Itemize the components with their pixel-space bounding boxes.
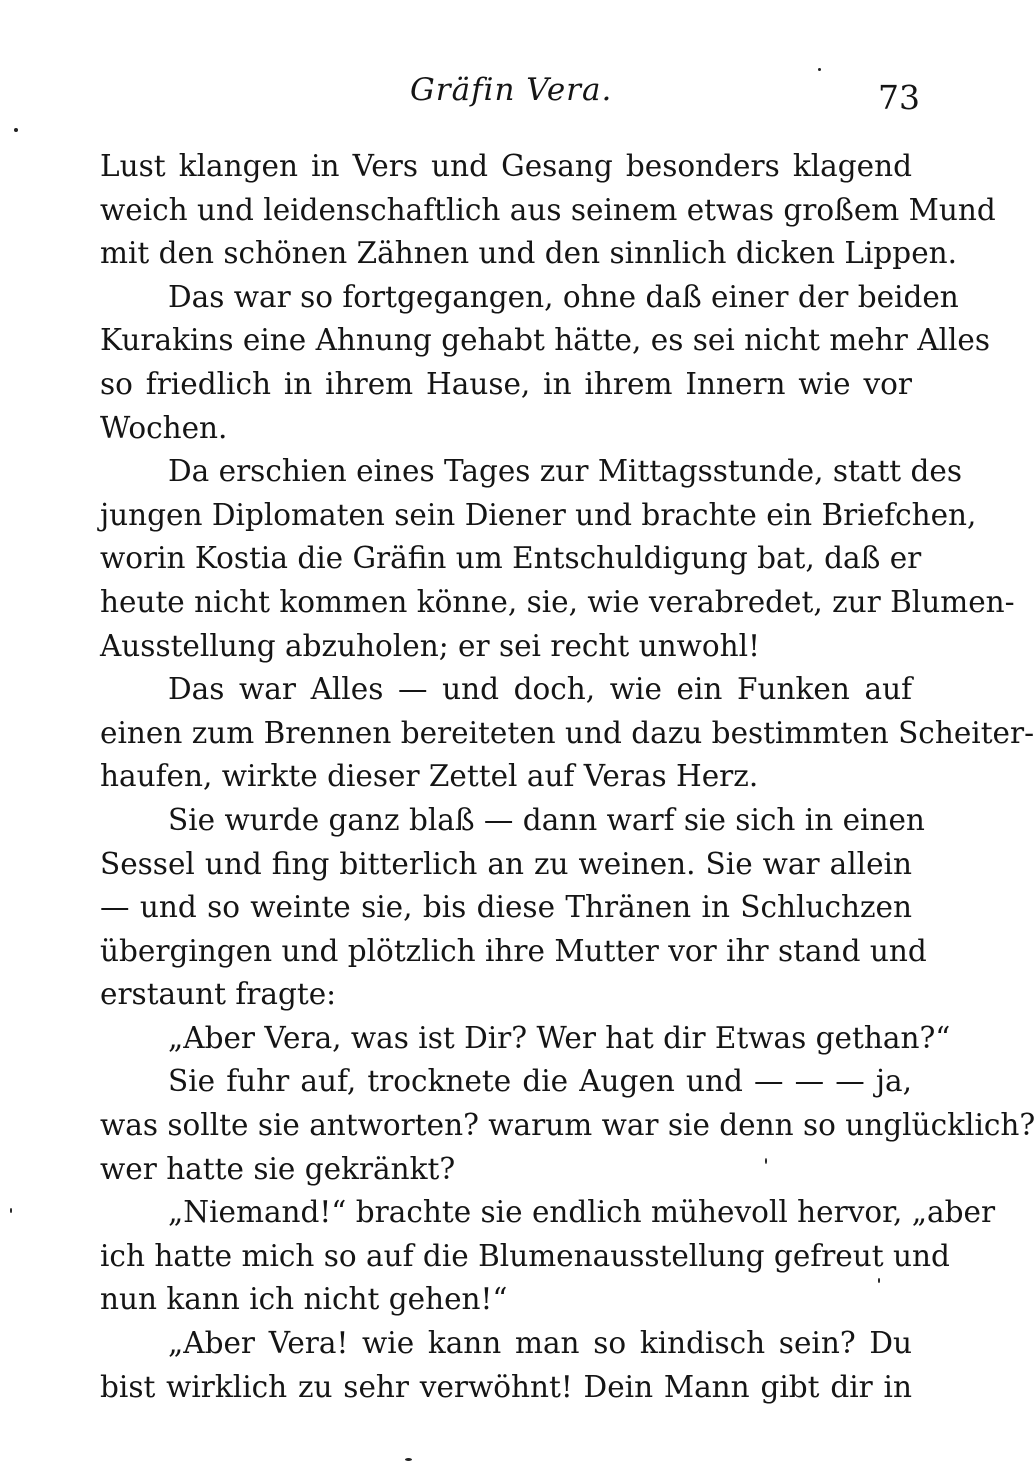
text-line: nun kann ich nicht gehen!“: [100, 1282, 508, 1317]
text-line: Wochen.: [100, 410, 228, 445]
text-line: Ausstellung abzuholen; er sei recht unwohl!: [100, 628, 760, 663]
text-line: so friedlich in ihrem Hause, in ihrem Innern wie vor: [100, 366, 912, 401]
page-number: 73: [878, 78, 920, 117]
text-line: was sollte sie antworten? warum war sie denn so unglücklich?: [100, 1108, 1035, 1143]
text-line: Das war so fortgegangen, ohne daß einer der beiden: [168, 279, 959, 314]
text-line: worin Kostia die Gräfin um Entschuldigung bat, daß er: [100, 541, 922, 576]
print-speck: [765, 1158, 767, 1164]
print-speck: [818, 68, 821, 71]
print-speck: [10, 1208, 12, 1213]
text-line: ich hatte mich so auf die Blumenausstellung gefreut und: [100, 1238, 950, 1273]
text-line: heute nicht kommen könne, sie, wie verabredet, zur Blumen-: [100, 584, 1015, 619]
text-line: „Niemand!“ brachte sie endlich mühevoll hervor, „aber: [168, 1195, 996, 1230]
text-line: „Aber Vera, was ist Dir? Wer hat dir Etwas gethan?“: [168, 1020, 951, 1055]
print-speck: [14, 128, 18, 132]
text-line: Da erschien eines Tages zur Mittagsstunde, statt des: [168, 454, 963, 489]
text-line: Kurakins eine Ahnung gehabt hätte, es sei nicht mehr Alles: [100, 323, 990, 358]
text-line: wer hatte sie gekränkt?: [100, 1151, 456, 1186]
text-line: Sie wurde ganz blaß — dann warf sie sich in einen: [168, 802, 925, 837]
text-line: — und so weinte sie, bis diese Thränen in Schluchzen: [100, 890, 912, 925]
text-line: weich und leidenschaftlich aus seinem etwas großem Mund: [100, 192, 996, 227]
text-line: jungen Diplomaten sein Diener und brachte ein Briefchen,: [100, 497, 977, 532]
text-line: haufen, wirkte dieser Zettel auf Veras Herz.: [100, 759, 759, 794]
text-line: bist wirklich zu sehr verwöhnt! Dein Mann gibt dir in: [100, 1369, 912, 1404]
text-line: Sessel und fing bitterlich an zu weinen. Sie war allein: [100, 846, 912, 881]
text-line: mit den schönen Zähnen und den sinnlich dicken Lippen.: [100, 236, 958, 271]
text-line: einen zum Brennen bereiteten und dazu bestimmten Scheiter-: [100, 715, 1035, 750]
print-speck: [878, 1278, 880, 1283]
text-line: übergingen und plötzlich ihre Mutter vor ihr stand und: [100, 933, 927, 968]
text-line: Das war Alles — und doch, wie ein Funken auf: [168, 672, 912, 707]
print-speck: [405, 1458, 412, 1461]
running-head: [0, 72, 1000, 122]
running-title: Gräfin Vera.: [410, 72, 613, 108]
text-line: Sie fuhr auf, trocknete die Augen und — — — ja,: [168, 1064, 912, 1099]
text-line: erstaunt fragte:: [100, 977, 337, 1012]
text-line: „Aber Vera! wie kann man so kindisch sein? Du: [168, 1326, 912, 1361]
body-text: [100, 145, 1035, 1409]
text-line: Lust klangen in Vers und Gesang besonders klagend: [100, 149, 912, 183]
